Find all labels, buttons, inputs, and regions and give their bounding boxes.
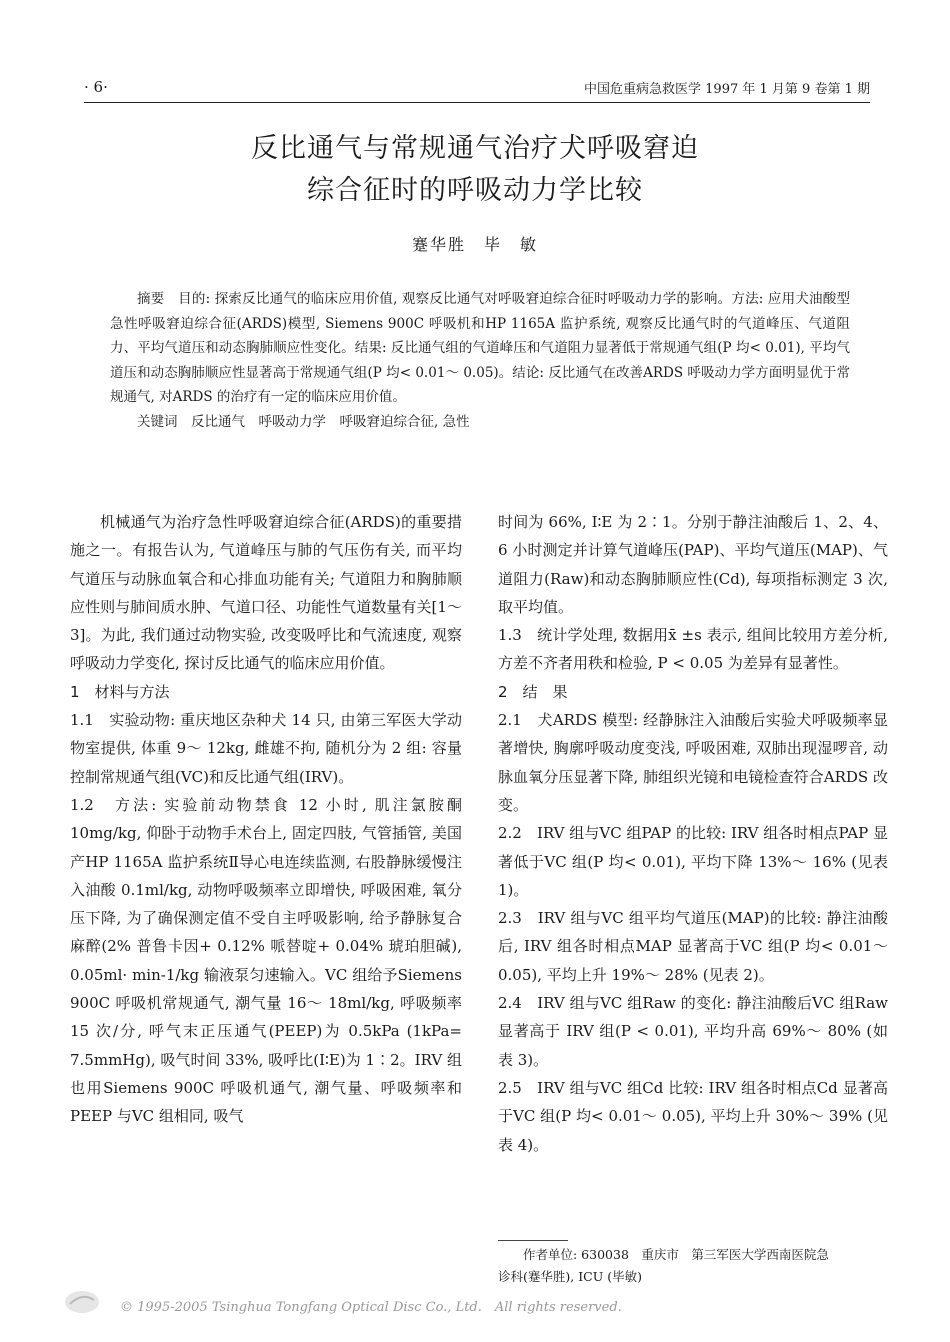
publisher-logo-icon [62, 1288, 102, 1316]
article-title [0, 128, 950, 212]
paragraph-1-2-cont: 时间为 66%, I∶E 为 2∶1。分别于静注油酸后 1、2、4、6 小时测定并计算气道峰压(PAP)、平均气道压(MAP)、气道阻力(Raw)和动态胸肺顺应性(Cd), 每项指标测定 3 次, 取平均值。 [498, 513, 888, 616]
footnote-divider [498, 1240, 568, 1241]
paragraph-2-5: 2.5 IRV 组与VC 组Cd 比较: IRV 组各时相点Cd 显著高于VC 组(P 均< 0.01～ 0.05), 平均上升 30%～ 39% (见表 4)。 [498, 1078, 888, 1154]
intro-paragraph: 机械通气为治疗急性呼吸窘迫综合征(ARDS)的重要措施之一。有报告认为, 气道峰压与肺的气压伤有关, 而平均气道压与动脉血氧合和心排血功能有关; 气道阻力和胸肺顺应性则与肺间质水肿、气道口径、功能性气道数量有关[1～3]。为此, 我们通过动物实验, 改变吸呼比和气流速度, 观察呼吸动力学变化, 探讨反比通气的临床应用价值。 [70, 513, 462, 673]
journal-citation: 中国危重病急救医学 1997 年 1 月第 9 卷第 1 期 [584, 82, 870, 97]
title-line-2: 综合征时的呼吸动力学比较 [307, 175, 643, 206]
author-affiliation-footnote [498, 1244, 890, 1288]
body-column-right [498, 508, 888, 1159]
paragraph-1-2: 1.2 方法: 实验前动物禁食 12 小时, 肌注氯胺酮 10mg/kg, 仰卧于动物手术台上, 固定四肢, 气管插管, 美国产HP 1165A 监护系统Ⅱ导心电连续监测, 右股静脉缓慢注入油酸 0.1ml/kg, 动物呼吸频率立即增快, 呼吸困难, 氧分压下降, 为了确保测定值不受自主呼吸影响, 给予静脉复合麻醉(2% 普鲁卡因+ 0.12% 哌替啶+ 0.04% 琥珀胆碱), 0.05ml· min-1/kg 输液泵匀速输入。VC 组给予Siemens 900C 呼吸机常规通气, 潮气量 16～ 18ml/kg, 呼吸频率 15 次/分, 呼气末正压通气(PEEP)为 0.5kPa (1kPa= 7.5mmHg), 吸气时间 33%, 吸呼比(I∶E)为 1∶2。IRV 组也用Siemens 900C 呼吸机通气, 潮气量、呼吸频率和 PEEP 与VC 组相同, 吸气 [70, 795, 462, 1126]
paragraph-2-3: 2.3 IRV 组与VC 组平均气道压(MAP)的比较: 静注油酸后, IRV 组各时相点MAP 显著高于VC 组(P 均< 0.01～ 0.05), 平均上升 19%～ 28% (见表 2)。 [498, 909, 888, 984]
abstract-block [110, 287, 850, 434]
keywords: 关键词 反比通气 呼吸动力学 呼吸窘迫综合征, 急性 [137, 413, 470, 430]
copyright-notice: © 1995-2005 Tsinghua Tongfang Optical Disc Co., Ltd. All rights reserved. [120, 1300, 622, 1315]
section-heading-results: 2 结 果 [498, 682, 568, 701]
paragraph-2-1: 2.1 犬ARDS 模型: 经静脉注入油酸后实验犬呼吸频率显著增快, 胸廓呼吸动度变浅, 呼吸困难, 双肺出现湿啰音, 动脉血氧分压显著下降, 肺组织光镜和电镜检查符合ARDS 改变。 [498, 711, 888, 814]
author-list: 蹇华胜 毕 敏 [411, 235, 538, 254]
footnote-line-1: 作者单位: 630038 重庆市 第三军医大学西南医院急 [523, 1247, 829, 1262]
page-number: · 6· [84, 78, 108, 96]
section-heading-methods: 1 材料与方法 [70, 682, 170, 701]
paragraph-2-2: 2.2 IRV 组与VC 组PAP 的比较: IRV 组各时相点PAP 显著低于VC 组(P 均< 0.01), 平均下降 13%～ 16% (见表 1)。 [498, 824, 888, 899]
abstract-text: 摘要 目的: 探索反比通气的临床应用价值, 观察反比通气对呼吸窘迫综合征时呼吸动力学的影响。方法: 应用犬油酸型急性呼吸窘迫综合征(ARDS)模型, Siemens 900C 呼吸机和HP 1165A 监护系统, 观察反比通气时的气道峰压、气道阻力、平均气道压和动态胸肺顺应性变化。结果: 反比通气组的气道峰压和气道阻力显著低于常规通气组(P 均< 0.01), 平均气道压和动态胸肺顺应性显著高于常规通气组(P 均< 0.01～ 0.05)。结论: 反比通气在改善ARDS 呼吸动力学方面明显优于常规通气, 对ARDS 的治疗有一定的临床应用价值。 [110, 291, 850, 405]
paragraph-1-3: 1.3 统计学处理, 数据用x̄ ±s 表示, 组间比较用方差分析, 方差不齐者用秩和检验, P < 0.05 为差异有显著性。 [498, 626, 888, 673]
body-column-left [70, 508, 462, 1131]
paragraph-2-4: 2.4 IRV 组与VC 组Raw 的变化: 静注油酸后VC 组Raw 显著高于 IRV 组(P < 0.01), 平均升高 69%～ 80% (如表 3)。 [498, 994, 888, 1069]
title-line-1: 反比通气与常规通气治疗犬呼吸窘迫 [251, 133, 699, 164]
paragraph-1-1: 1.1 实验动物: 重庆地区杂种犬 14 只, 由第三军医大学动物室提供, 体重 9～ 12kg, 雌雄不拘, 随机分为 2 组: 容量控制常规通气组(VC)和反比通气组(IRV)。 [70, 711, 462, 786]
footnote-line-2: 诊科(蹇华胜), ICU (毕敏) [498, 1269, 642, 1284]
running-header [84, 78, 870, 103]
